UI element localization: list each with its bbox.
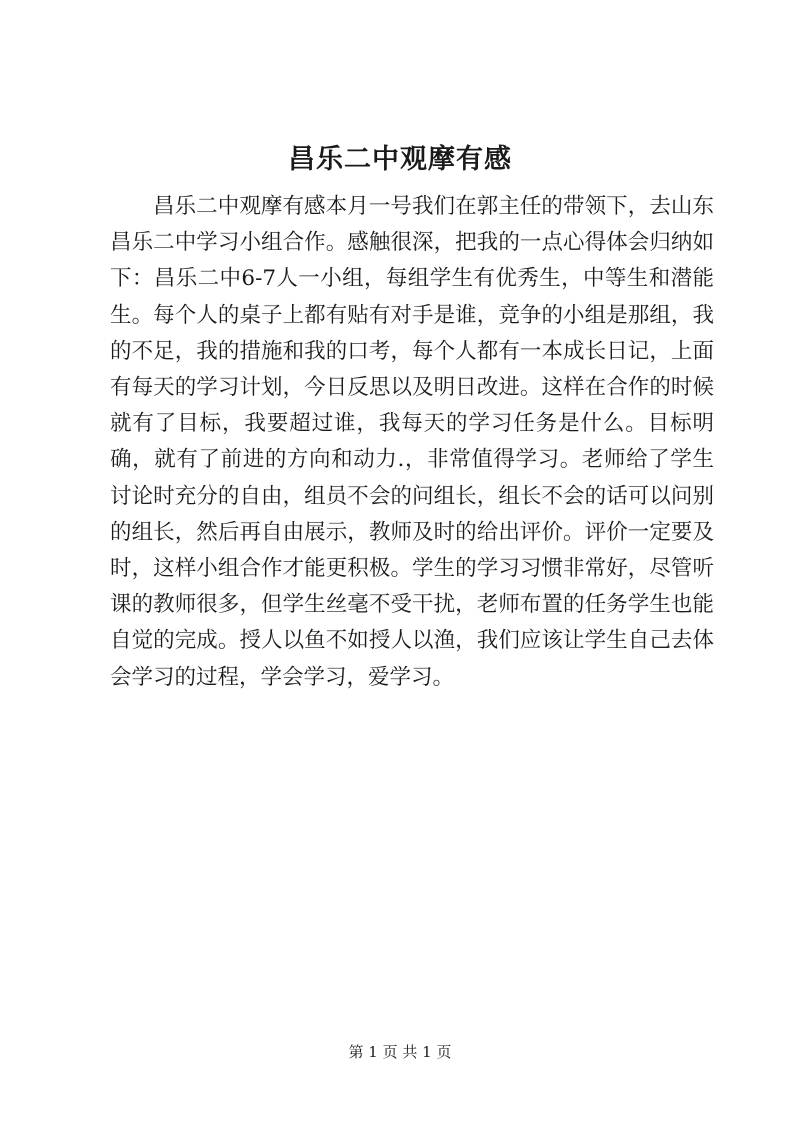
document-body-paragraph: 昌乐二中观摩有感本月一号我们在郭主任的带领下，去山东昌乐二中学习小组合作。感触很深，把我的一点心得体会归纳如下：昌乐二中6-7人一小组，每组学生有优秀生，中等生和潜能生。每个人的桌子上都有贴有对手是谁，竞争的小组是那组，我的不足，我的措施和我的口考，每个人都有一本成长日记，上面有每天的学习计划，今日反思以及明日改进。这样在合作的时候就有了目标，我要超过谁，我每天的学习任务是什么。目标明确，就有了前进的方向和动力.，非常值得学习。老师给了学生讨论时充分的自由，组员不会的问组长，组长不会的话可以问别的组长，然后再自由展示，教师及时的给出评价。评价一定要及时，这样小组合作才能更积极。学生的学习习惯非常好，尽管听课的教师很多，但学生丝毫不受干扰，老师布置的任务学生也能自觉的完成。授人以鱼不如授人以渔，我们应该让学生自己去体会学习的过程，学会学习，爱学习。	[110, 194, 714, 690]
document-title: 昌乐二中观摩有感	[288, 144, 512, 175]
page-number-footer: 第 1 页 共 1 页	[348, 1043, 452, 1061]
